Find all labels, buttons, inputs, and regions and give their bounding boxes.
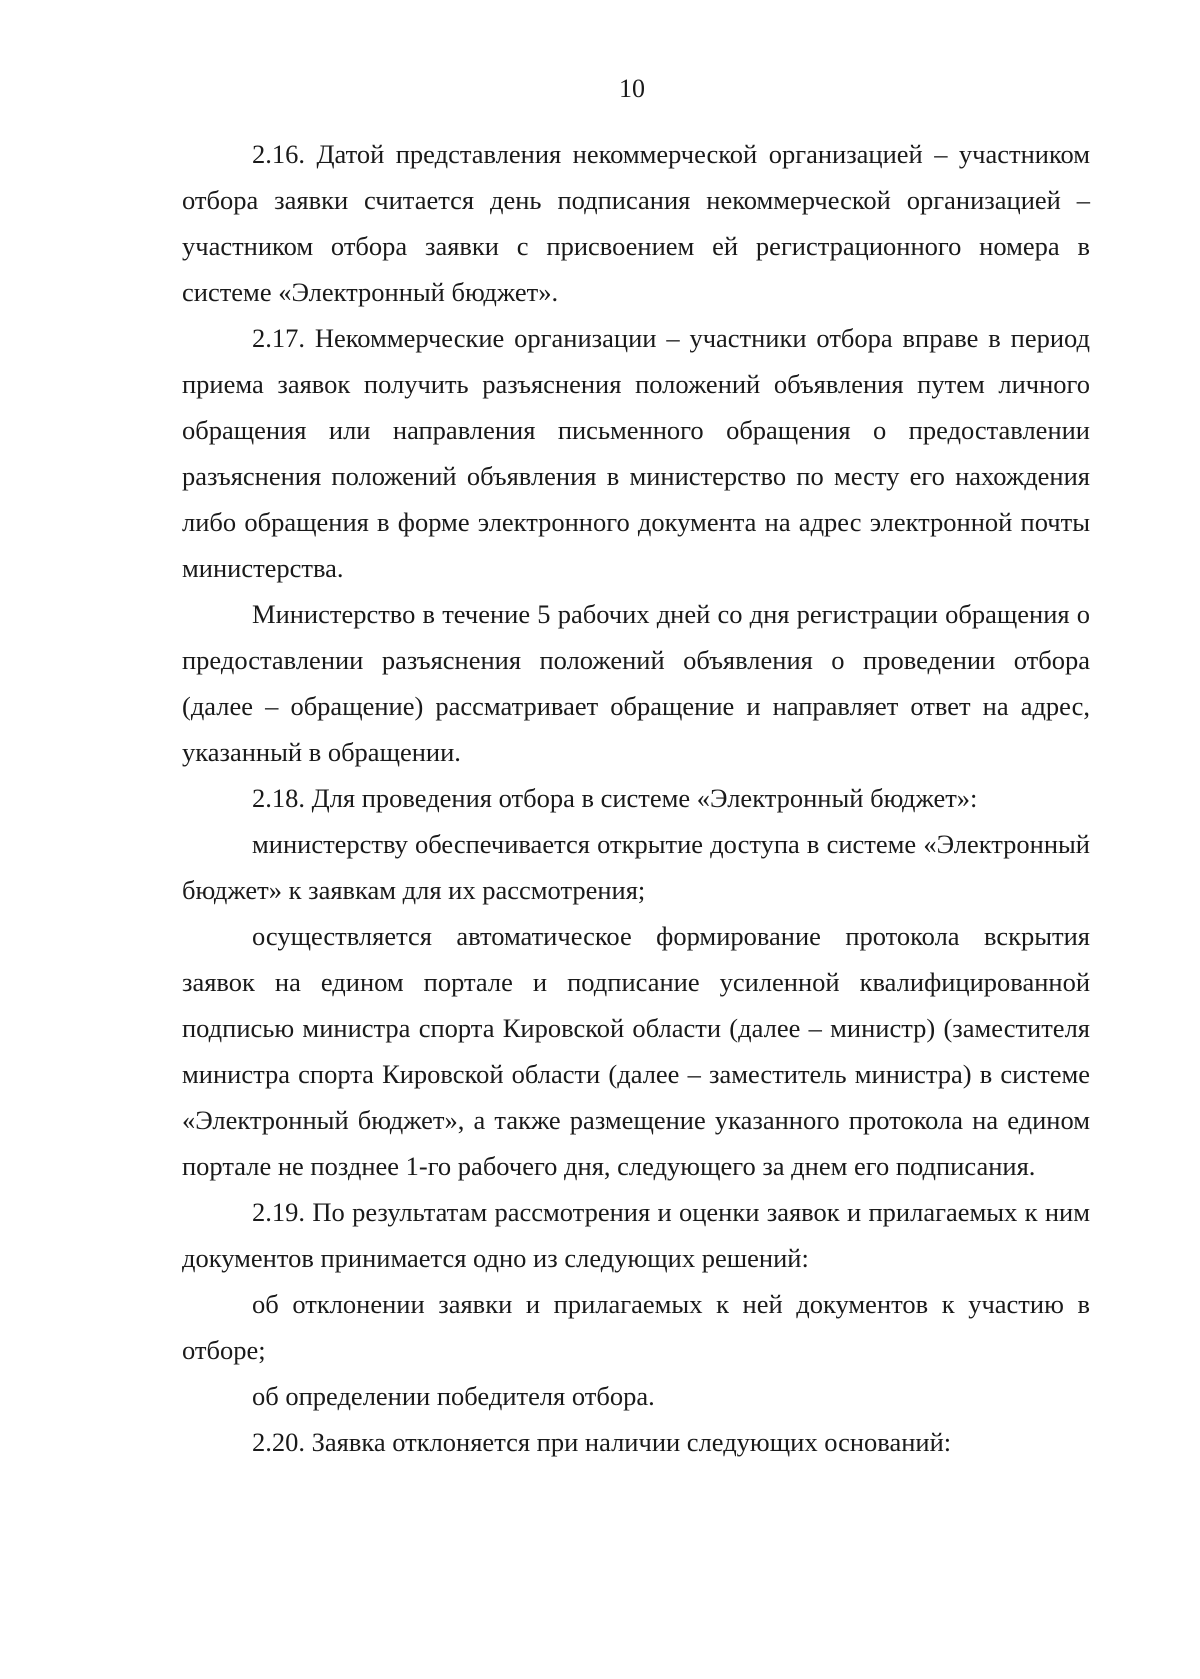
paragraph-2-16: 2.16. Датой представления некоммерческой организацией – участником отбора заявки считается день подписания некоммерческой организацией – участником отбора заявки с присвоением ей регистрационного номера в системе «Электронный бюджет».	[182, 139, 1090, 307]
paragraph-2-19: 2.19. По результатам рассмотрения и оценки заявок и прилагаемых к ним документов принимается одно из следующих решений:	[182, 1197, 1090, 1273]
paragraph-protocol: осуществляется автоматическое формирование протокола вскрытия заявок на едином портале и подписание усиленной квалифицированной подписью министра спорта Кировской области (далее – министр) (заместителя министра спорта Кировской области (далее – заместитель министра) в системе «Электронный бюджет», а также размещение указанного протокола на едином портале не позднее 1-го рабочего дня, следующего за днем его подписания.	[182, 921, 1090, 1181]
page-number: 10	[619, 74, 645, 103]
paragraph-winner-decision: об определении победителя отбора.	[252, 1381, 655, 1411]
paragraph-rejection-decision: об отклонении заявки и прилагаемых к ней документов к участию в отборе;	[182, 1289, 1090, 1365]
paragraph-ministry-response: Министерство в течение 5 рабочих дней со дня регистрации обращения о предоставлении разъяснения положений объявления о проведении отбора (далее – обращение) рассматривает обращение и направляет ответ на адрес, указанный в обращении.	[182, 599, 1090, 767]
document-body	[182, 131, 1090, 1465]
paragraph-2-20: 2.20. Заявка отклоняется при наличии следующих оснований:	[252, 1427, 952, 1457]
paragraph-2-18: 2.18. Для проведения отбора в системе «Электронный бюджет»:	[252, 783, 978, 813]
paragraph-access: министерству обеспечивается открытие доступа в системе «Электронный бюджет» к заявкам для их рассмотрения;	[182, 829, 1090, 905]
paragraph-2-17: 2.17. Некоммерческие организации – участники отбора вправе в период приема заявок получить разъяснения положений объявления путем личного обращения или направления письменного обращения о предоставлении разъяснения положений объявления в министерство по месту его нахождения либо обращения в форме электронного документа на адрес электронной почты министерства.	[182, 323, 1090, 583]
